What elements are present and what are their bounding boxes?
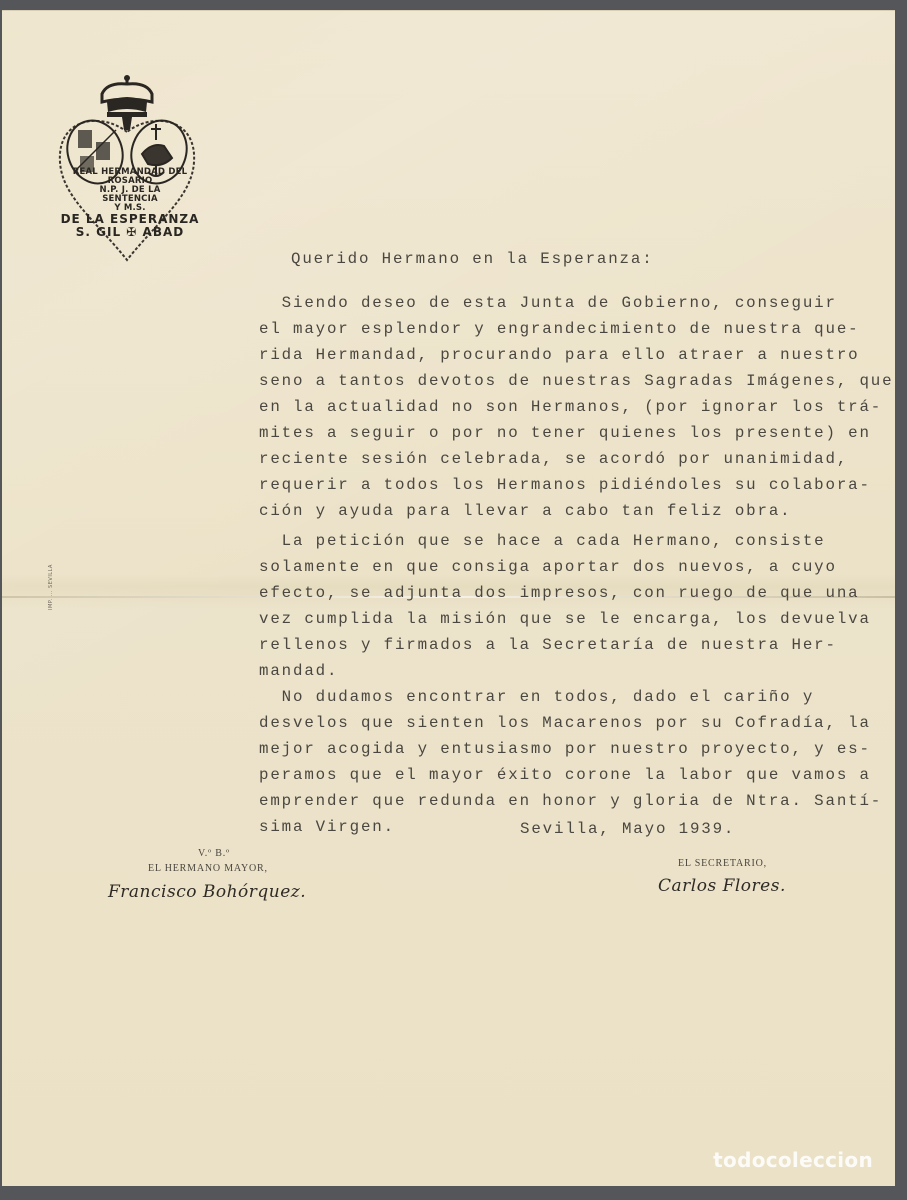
body-line: solamente en que consiga aportar dos nuevos, a cuyo [259, 558, 837, 576]
body-line: ción y ayuda para llevar a cabo tan feliz obra. [259, 502, 792, 520]
body-line: sima Virgen. [259, 818, 395, 836]
secretario-title: EL SECRETARIO, [678, 858, 767, 869]
printer-imprint: IMP. ... SEVILLA [48, 564, 54, 610]
body-line: Siendo deseo de esta Junta de Gobierno, conseguir [259, 294, 837, 312]
body-line: desvelos que sienten los Macarenos por su Cofradía, la [259, 714, 871, 732]
body-line: vez cumplida la misión que se le encarga, los devuelva [259, 610, 871, 628]
motto-line: ABAD [142, 225, 185, 239]
body-line: rellenos y firmados a la Secretaría de nuestra Her- [259, 636, 837, 654]
body-line: mejor acogida y entusiasmo por nuestro proyecto, y es- [259, 740, 871, 758]
body-line: el mayor esplendor y engrandecimiento de nuestra que- [259, 320, 860, 338]
hermano-mayor-title: EL HERMANO MAYOR, [148, 863, 268, 874]
motto-line: N.P. J. DE LA [99, 185, 161, 195]
salutation: Querido Hermano en la Esperanza: [291, 250, 654, 268]
body-line: reciente sesión celebrada, se acordó por unanimidad, [259, 450, 849, 468]
approval-mark: V.º B.º [198, 848, 230, 859]
motto-line: SENTENCIA [102, 194, 158, 204]
body-line: rida Hermandad, procurando para ello atraer a nuestro [259, 346, 860, 364]
body-line: No dudamos encontrar en todos, dado el cariño y [259, 688, 815, 706]
place-date: Sevilla, Mayo 1939. [520, 820, 736, 838]
body-line: mandad. [259, 662, 339, 680]
emblem-motto: REAL HERMANDAD DEL ROSARIO N.P. J. DE LA SENTENCIA Y M.S. DE LA ESPERANZA S. GIL ✠ ABAD [60, 167, 200, 239]
motto-line: REAL HERMANDAD DEL ROSARIO [72, 167, 188, 186]
body-line: peramos que el mayor éxito corone la labor que vamos a [259, 766, 871, 784]
secretario-signature: Carlos Flores. [658, 876, 786, 896]
body-line: en la actualidad no son Hermanos, (por ignorar los trá- [259, 398, 883, 416]
motto-line: S. GIL [75, 225, 122, 239]
body-line: efecto, se adjunta dos impresos, con ruego de que una [259, 584, 860, 602]
letter-page [2, 10, 895, 1186]
page-edge [2, 10, 895, 11]
watermark: todocoleccion [713, 1148, 873, 1172]
motto-line: DE LA ESPERANZA [60, 212, 200, 226]
hermano-mayor-signature: Francisco Bohórquez. [108, 882, 307, 902]
body-line: La petición que se hace a cada Hermano, consiste [259, 532, 826, 550]
body-line: requerir a todos los Hermanos pidiéndoles su colabora- [259, 476, 871, 494]
body-line: seno a tantos devotos de nuestras Sagradas Imágenes, que [259, 372, 894, 390]
motto-line: Y M.S. [114, 203, 146, 213]
body-line: emprender que redunda en honor y gloria de Ntra. Santí- [259, 792, 883, 810]
body-line: mites a seguir o por no tener quienes los presente) en [259, 424, 871, 442]
